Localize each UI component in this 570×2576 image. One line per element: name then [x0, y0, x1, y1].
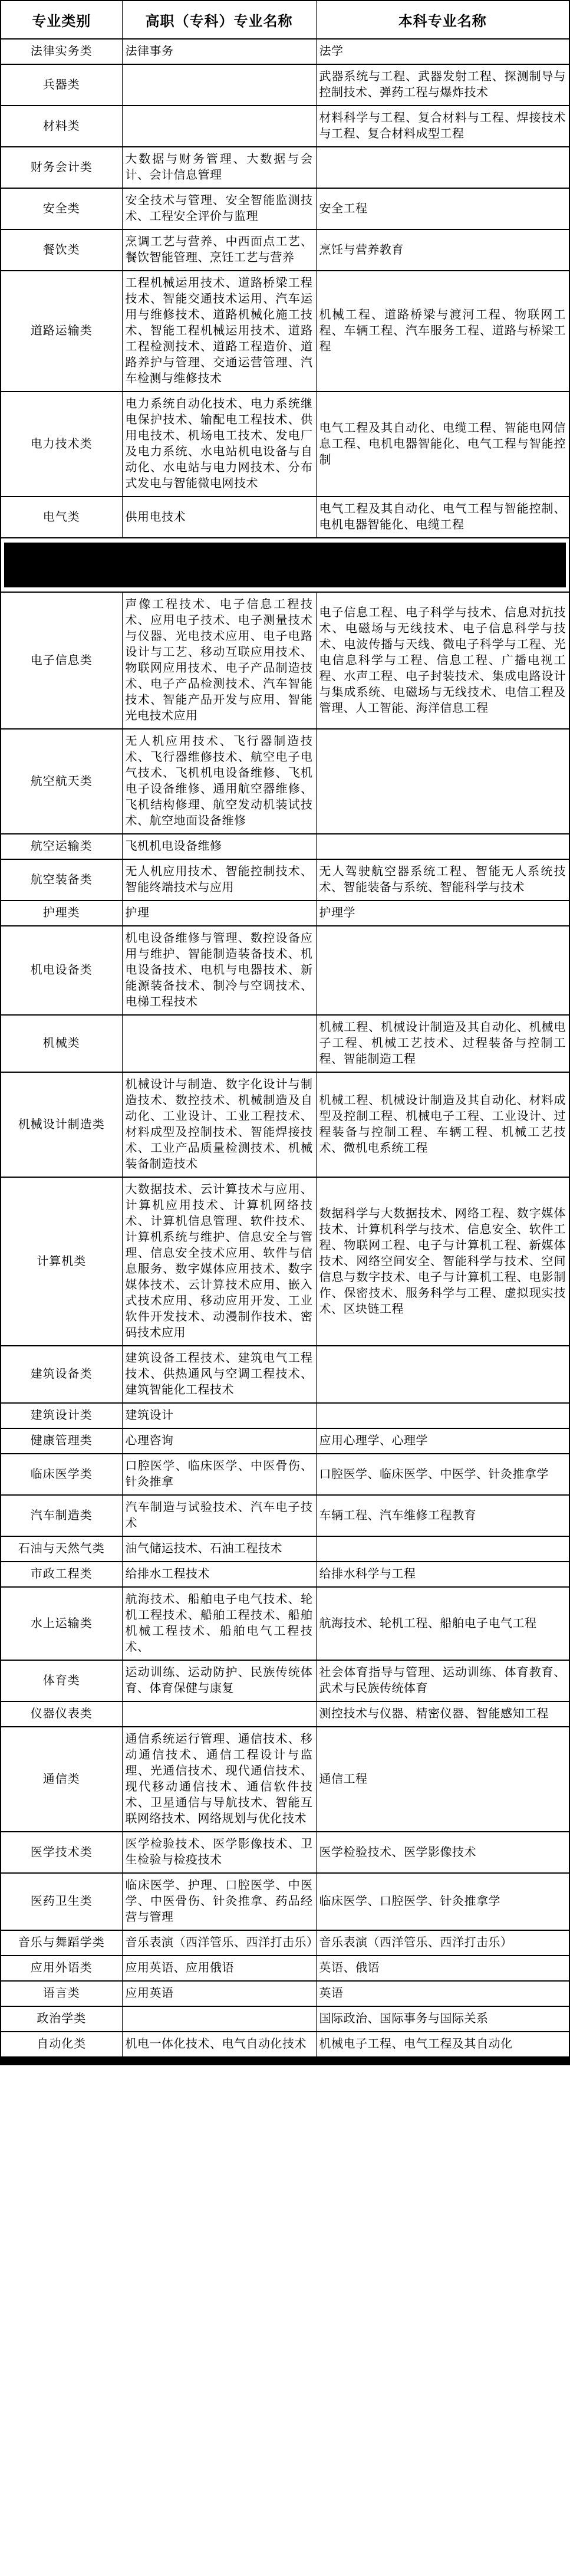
category-cell: 政治学类 — [1, 2006, 122, 2032]
table-row — [1, 859, 569, 901]
category-cell: 航空运输类 — [1, 834, 122, 859]
vocational-majors-cell: 临床医学、护理、口腔医学、中医学、中医骨伤、针灸推拿、药品经营与管理 — [122, 1873, 316, 1930]
undergraduate-majors-cell: 烹饪与营养教育 — [316, 229, 569, 271]
table-row — [1, 1701, 569, 1727]
undergraduate-majors-cell: 给排水科学与工程 — [316, 1562, 569, 1587]
col-header-undergraduate: 本科专业名称 — [316, 1, 569, 39]
undergraduate-majors-cell: 应用心理学、心理学 — [316, 1428, 569, 1454]
undergraduate-majors-cell: 机械工程、道路桥梁与渡河工程、物联网工程、车辆工程、汽车服务工程、道路与桥梁工程 — [316, 271, 569, 392]
redacted-row — [1, 538, 569, 592]
vocational-majors-cell: 安全技术与管理、安全智能监测技术、工程安全评价与监理 — [122, 188, 316, 229]
category-cell: 计算机类 — [1, 1177, 122, 1346]
table-row — [1, 106, 569, 147]
category-cell: 机械设计制造类 — [1, 1072, 122, 1177]
vocational-majors-cell: 建筑设计 — [122, 1403, 316, 1428]
header-row — [1, 1, 569, 39]
undergraduate-majors-cell — [316, 834, 569, 859]
vocational-majors-cell: 大数据与财务管理、大数据与会计、会计信息管理 — [122, 147, 316, 188]
table-row — [1, 834, 569, 859]
undergraduate-majors-cell: 英语 — [316, 1981, 569, 2006]
undergraduate-majors-cell: 电子信息工程、电子科学与技术、信息对抗技术、电磁场与无线技术、电子信息科学与技术、电波传播与天线、微电子科学与工程、光电信息科学与工程、信息工程、广播电视工程、水声工程、电子封装技术、集成电路设计与集成系统、电磁场与无线技术、电信工程及管理、人工智能、海洋信息工程 — [316, 592, 569, 729]
vocational-majors-cell: 电力系统自动化技术、电力系统继电保护技术、输配电工程技术、供用电技术、机场电工技术、发电厂及电力系统、水电站机电设备与自动化、水电站与电力网技术、分布式发电与智能微电网技术 — [122, 392, 316, 497]
vocational-majors-cell: 医学检验技术、医学影像技术、卫生检验与检疫技术 — [122, 1832, 316, 1873]
category-cell: 安全类 — [1, 188, 122, 229]
category-cell: 市政工程类 — [1, 1562, 122, 1587]
undergraduate-majors-cell: 通信工程 — [316, 1727, 569, 1832]
vocational-majors-cell: 建筑设备工程技术、建筑电气工程技术、供热通风与空调工程技术、建筑智能化工程技术 — [122, 1346, 316, 1403]
col-header-category: 专业类别 — [1, 1, 122, 39]
table-row — [1, 188, 569, 229]
category-cell: 语言类 — [1, 1981, 122, 2006]
table-row — [1, 1930, 569, 1956]
category-cell: 电子信息类 — [1, 592, 122, 729]
category-cell: 石油与天然气类 — [1, 1536, 122, 1562]
table-row — [1, 1536, 569, 1562]
vocational-majors-cell: 法律事务 — [122, 39, 316, 64]
table-body — [1, 39, 569, 2057]
table-row — [1, 1981, 569, 2006]
undergraduate-majors-cell — [316, 147, 569, 188]
vocational-majors-cell: 口腔医学、临床医学、中医骨伤、针灸推拿 — [122, 1454, 316, 1495]
vocational-majors-cell: 机电一体化技术、电气自动化技术 — [122, 2032, 316, 2057]
category-cell: 音乐与舞蹈学类 — [1, 1930, 122, 1956]
vocational-majors-cell: 机电设备维修与管理、数控设备应用与维护、智能制造装备技术、机电设备技术、电机与电器技术、新能源装备技术、制冷与空调技术、电梯工程技术 — [122, 926, 316, 1015]
undergraduate-majors-cell: 机械工程、机械设计制造及其自动化、材料成型及控制工程、机械电子工程、工业设计、过程装备与控制工程、车辆工程、机械工艺技术、微机电系统工程 — [316, 1072, 569, 1177]
category-cell: 体育类 — [1, 1660, 122, 1701]
category-cell: 应用外语类 — [1, 1956, 122, 1981]
undergraduate-majors-cell: 临床医学、口腔医学、针灸推拿学 — [316, 1873, 569, 1930]
table-row — [1, 1346, 569, 1403]
vocational-majors-cell: 大数据技术、云计算技术与应用、计算机应用技术、计算机网络技术、计算机信息管理、软件技术、计算机系统与维护、信息安全与管理、信息安全技术应用、软件与信息服务、数字媒体应用技术、数字媒体技术、云计算技术应用、嵌入式技术应用、移动应用开发、工业软件开发技术、动漫制作技术、密码技术应用 — [122, 1177, 316, 1346]
table-row — [1, 1727, 569, 1832]
undergraduate-majors-cell: 国际政治、国际事务与国际关系 — [316, 2006, 569, 2032]
category-cell: 财务会计类 — [1, 147, 122, 188]
vocational-majors-cell: 油气储运技术、石油工程技术 — [122, 1536, 316, 1562]
table-row — [1, 926, 569, 1015]
table-row — [1, 1660, 569, 1701]
undergraduate-majors-cell — [316, 729, 569, 834]
undergraduate-majors-cell: 音乐表演（西洋管乐、西洋打击乐） — [316, 1930, 569, 1956]
redaction-bar — [4, 543, 566, 587]
vocational-majors-cell: 机械设计与制造、数字化设计与制造技术、数控技术、机械制造及自动化、工业设计、工业工程技术、材料成型及控制技术、智能焊接技术、工业产品质量检测技术、机械装备制造技术 — [122, 1072, 316, 1177]
table-row — [1, 39, 569, 64]
vocational-majors-cell: 护理 — [122, 901, 316, 926]
category-cell: 餐饮类 — [1, 229, 122, 271]
category-cell: 临床医学类 — [1, 1454, 122, 1495]
category-cell: 兵器类 — [1, 64, 122, 106]
table-row — [1, 592, 569, 729]
category-cell: 医药卫生类 — [1, 1873, 122, 1930]
undergraduate-majors-cell: 安全工程 — [316, 188, 569, 229]
bottom-black-bar — [0, 2058, 570, 2065]
undergraduate-majors-cell: 英语、俄语 — [316, 1956, 569, 1981]
undergraduate-majors-cell: 社会体育指导与管理、运动训练、体育教育、武术与民族传统体育 — [316, 1660, 569, 1701]
category-cell: 医学技术类 — [1, 1832, 122, 1873]
undergraduate-majors-cell: 机械工程、机械设计制造及其自动化、机械电子工程、机械工艺技术、过程装备与控制工程、智能制造工程 — [316, 1015, 569, 1072]
category-cell: 健康管理类 — [1, 1428, 122, 1454]
vocational-majors-cell — [122, 1015, 316, 1072]
vocational-majors-cell: 应用英语 — [122, 1981, 316, 2006]
vocational-majors-cell: 航海技术、船舶电子电气技术、轮机工程技术、船舶工程技术、船舶机械工程技术、船舶电气工程技术、 — [122, 1587, 316, 1660]
undergraduate-majors-cell: 口腔医学、临床医学、中医学、针灸推拿学 — [316, 1454, 569, 1495]
undergraduate-majors-cell: 数据科学与大数据技术、网络工程、数字媒体技术、计算机科学与技术、信息安全、软件工程、物联网工程、电子与计算机工程、新媒体技术、网络空间安全、智能科学与技术、空间信息与数字技术、电子与计算机工程、电影制作、保密技术、服务科学与工程、虚拟现实技术、区块链工程 — [316, 1177, 569, 1346]
undergraduate-majors-cell: 电气工程及其自动化、电气工程与智能控制、电机电器智能化、电缆工程 — [316, 497, 569, 538]
table-row — [1, 1015, 569, 1072]
table-row — [1, 1454, 569, 1495]
vocational-majors-cell: 应用英语、应用俄语 — [122, 1956, 316, 1981]
table-row — [1, 1403, 569, 1428]
table-row — [1, 229, 569, 271]
vocational-majors-cell: 声像工程技术、电子信息工程技术、应用电子技术、电子测量技术与仪器、光电技术应用、电子电路设计与工艺、移动互联应用技术、物联网应用技术、电子产品制造技术、电子产品检测技术、汽车智能技术、智能产品开发与应用、智能光电技术应用 — [122, 592, 316, 729]
table-row — [1, 1873, 569, 1930]
undergraduate-majors-cell: 材料科学与工程、复合材料与工程、焊接技术与工程、复合材料成型工程 — [316, 106, 569, 147]
vocational-majors-cell: 汽车制造与试验技术、汽车电子技术 — [122, 1495, 316, 1536]
col-header-vocational: 高职（专科）专业名称 — [122, 1, 316, 39]
undergraduate-majors-cell: 车辆工程、汽车维修工程教育 — [316, 1495, 569, 1536]
vocational-majors-cell: 无人机应用技术、飞行器制造技术、飞行器维修技术、航空电子电气技术、飞机机电设备维修、飞机电子设备维修、通用航空器维修、飞机结构修理、航空发动机装试技术、航空地面设备维修 — [122, 729, 316, 834]
table-row — [1, 1587, 569, 1660]
table-row — [1, 271, 569, 392]
table-row — [1, 2032, 569, 2057]
category-cell: 法律实务类 — [1, 39, 122, 64]
undergraduate-majors-cell: 医学检验技术、医学影像技术 — [316, 1832, 569, 1873]
table-row — [1, 729, 569, 834]
vocational-majors-cell: 无人机应用技术、智能控制技术、智能终端技术与应用 — [122, 859, 316, 901]
undergraduate-majors-cell: 机械电子工程、电气工程及其自动化 — [316, 2032, 569, 2057]
table-row — [1, 1072, 569, 1177]
table-row — [1, 1177, 569, 1346]
vocational-majors-cell: 烹调工艺与营养、中西面点工艺、餐饮智能管理、烹饪工艺与营养 — [122, 229, 316, 271]
table-row — [1, 497, 569, 538]
category-cell: 航空装备类 — [1, 859, 122, 901]
category-cell: 机械类 — [1, 1015, 122, 1072]
category-cell: 建筑设计类 — [1, 1403, 122, 1428]
category-cell: 材料类 — [1, 106, 122, 147]
category-cell: 机电设备类 — [1, 926, 122, 1015]
undergraduate-majors-cell: 护理学 — [316, 901, 569, 926]
vocational-majors-cell — [122, 106, 316, 147]
table-row — [1, 901, 569, 926]
undergraduate-majors-cell: 电气工程及其自动化、电缆工程、智能电网信息工程、电机电器智能化、电气工程与智能控制 — [316, 392, 569, 497]
category-cell: 水上运输类 — [1, 1587, 122, 1660]
vocational-majors-cell — [122, 2006, 316, 2032]
vocational-majors-cell: 运动训练、运动防护、民族传统体育、体育保健与康复 — [122, 1660, 316, 1701]
vocational-majors-cell — [122, 1701, 316, 1727]
table-row — [1, 64, 569, 106]
category-cell: 护理类 — [1, 901, 122, 926]
undergraduate-majors-cell — [316, 926, 569, 1015]
category-cell: 仪器仪表类 — [1, 1701, 122, 1727]
table-row — [1, 1562, 569, 1587]
table-header — [1, 1, 569, 39]
vocational-majors-cell: 心理咨询 — [122, 1428, 316, 1454]
undergraduate-majors-cell: 测控技术与仪器、精密仪器、智能感知工程 — [316, 1701, 569, 1727]
vocational-majors-cell — [122, 64, 316, 106]
vocational-majors-cell: 给排水工程技术 — [122, 1562, 316, 1587]
undergraduate-majors-cell — [316, 1346, 569, 1403]
vocational-majors-cell: 音乐表演（西洋管乐、西洋打击乐） — [122, 1930, 316, 1956]
undergraduate-majors-cell: 航海技术、轮机工程、船舶电子电气工程 — [316, 1587, 569, 1660]
table-row — [1, 1495, 569, 1536]
category-cell: 航空航天类 — [1, 729, 122, 834]
category-cell: 电气类 — [1, 497, 122, 538]
undergraduate-majors-cell: 无人驾驶航空器系统工程、智能无人系统技术、智能装备与系统、智能科学与技术 — [316, 859, 569, 901]
undergraduate-majors-cell — [316, 1536, 569, 1562]
vocational-majors-cell: 供用电技术 — [122, 497, 316, 538]
table-row — [1, 1832, 569, 1873]
vocational-majors-cell: 通信系统运行管理、通信技术、移动通信技术、通信工程设计与监理、光通信技术、现代通信技术、现代移动通信技术、通信软件技术、卫星通信与导航技术、智能互联网络技术、网络规划与优化技术 — [122, 1727, 316, 1832]
table-row — [1, 1956, 569, 1981]
category-cell: 汽车制造类 — [1, 1495, 122, 1536]
undergraduate-majors-cell — [316, 1403, 569, 1428]
category-cell: 道路运输类 — [1, 271, 122, 392]
vocational-majors-cell: 飞机机电设备维修 — [122, 834, 316, 859]
category-cell: 通信类 — [1, 1727, 122, 1832]
category-cell: 电力技术类 — [1, 392, 122, 497]
category-cell: 自动化类 — [1, 2032, 122, 2057]
category-cell: 建筑设备类 — [1, 1346, 122, 1403]
table-row — [1, 147, 569, 188]
undergraduate-majors-cell: 法学 — [316, 39, 569, 64]
vocational-majors-cell: 工程机械运用技术、道路桥梁工程技术、智能交通技术运用、汽车运用与维修技术、道路机械化施工技术、智能工程机械运用技术、道路工程检测技术、道路工程造价、道路养护与管理、交通运营管理、汽车检测与维修技术 — [122, 271, 316, 392]
undergraduate-majors-cell: 武器系统与工程、武器发射工程、探测制导与控制技术、弹药工程与爆炸技术 — [316, 64, 569, 106]
table-row — [1, 2006, 569, 2032]
table-row — [1, 392, 569, 497]
table-row — [1, 1428, 569, 1454]
redacted-cell — [1, 538, 569, 592]
